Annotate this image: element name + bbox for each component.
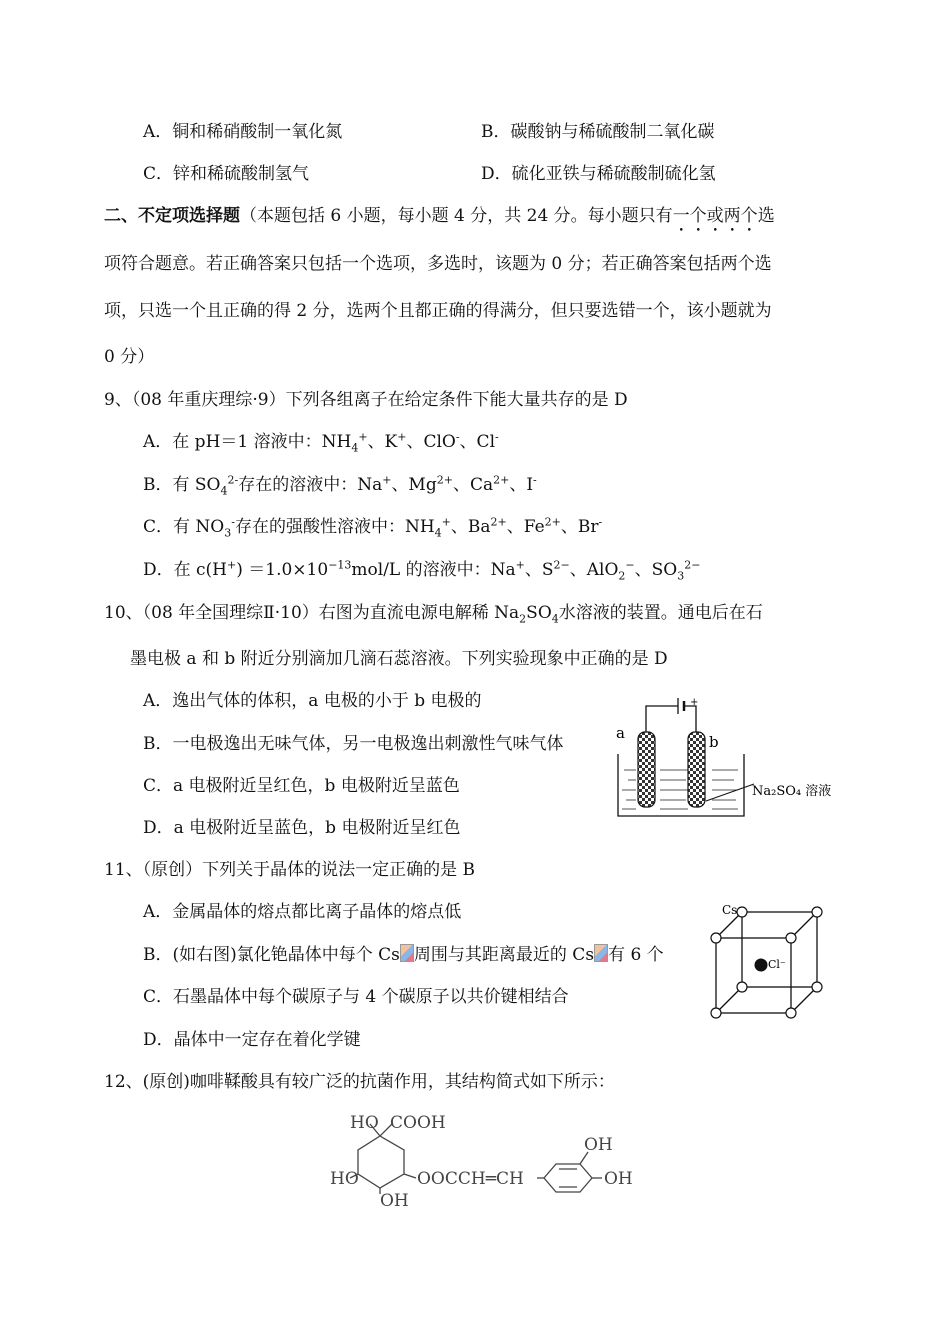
broken-image-icon <box>594 944 608 962</box>
chlorogenic-acid-structure <box>330 1106 650 1218</box>
section-text: （本题包括 6 小题，每小题 4 分，共 24 分。每小题只有 <box>240 206 673 226</box>
cl-label: Cl⁻ <box>768 958 786 971</box>
cscl-crystal-diagram <box>700 898 835 1023</box>
section-instructions-line2: 项符合题意。若正确答案只包括一个选项，多选时，该题为 0 分；若正确答案包括两个选 <box>104 254 772 274</box>
q11-stem: 11、（原创）下列关于晶体的说法一定正确的是 B <box>104 860 476 880</box>
q9-option-a: A．在 pH＝1 溶液中：$NH_4^+$、K+、ClO-、Cl- <box>143 430 499 455</box>
q9-option-c: C．有 $NO_3^-$存在的强酸性溶液中：$NH_4^+$、$Ba^{2+}$、$Fe^{2+}$、Br- <box>143 515 603 540</box>
section-instructions-line3: 项，只选一个且正确的得 2 分，选两个且都正确的得满分，但只要选错一个，该小题就为 <box>104 301 772 321</box>
q10-stem-line1: 10、（08 年全国理综Ⅱ·10）右图为直流电源电解稀 $Na_2SO_4$水溶液的装置。通电后在石 <box>104 603 763 626</box>
electrode-a-label: a <box>616 724 625 742</box>
q10-stem-part-c: 水溶液的装置。通电后在石 <box>558 603 763 623</box>
q11-option-b-part3: 有 6 个 <box>608 945 664 965</box>
q12-stem: 12、(原创)咖啡鞣酸具有较广泛的抗菌作用，其结构简式如下所示： <box>104 1072 615 1092</box>
solution-label: Na₂SO₄ 溶液 <box>752 784 832 799</box>
svg-text:+: + <box>690 697 699 708</box>
q10-option-d: D．a 电极附近呈蓝色，b 电极附近呈红色 <box>143 818 461 838</box>
q10-option-c: C．a 电极附近呈红色，b 电极附近呈蓝色 <box>143 776 460 796</box>
q11-option-d: D．晶体中一定存在着化学键 <box>143 1030 361 1050</box>
q8-option-b: B．碳酸钠与稀硫酸制二氧化碳 <box>481 122 715 142</box>
q8-option-a: A．铜和稀硝酸制一氧化氮 <box>143 122 343 142</box>
broken-image-icon <box>400 944 414 962</box>
q10-stem-part-b: SO <box>526 603 552 623</box>
q8-option-d: D．硫化亚铁与稀硫酸制硫化氢 <box>481 164 716 184</box>
q11-option-b <box>143 943 664 967</box>
q8-option-c: C．锌和稀硫酸制氢气 <box>143 164 310 184</box>
ho-left-label: HO <box>330 1169 359 1189</box>
cs-label: Cs <box>722 903 738 917</box>
electrode-b-label: b <box>709 733 719 751</box>
section-instructions-line1 <box>104 204 775 236</box>
oh-ring-top-label: OH <box>584 1135 613 1155</box>
oh-bottom-label: OH <box>380 1191 409 1211</box>
q11-option-b-part1: B．(如右图)氯化铯晶体中每个 Cs <box>143 945 400 965</box>
q9-option-d: D．在 $c(H^+) =1.0\times 10^{-13}mol/L$ 的溶液中：Na+、$S^{2-}$、AlO$_2$−、$SO_3^{2-}$ <box>143 558 701 583</box>
q11-option-a: A．金属晶体的熔点都比离子晶体的熔点低 <box>143 902 462 922</box>
section-heading: 二、不定项选择题 <box>104 206 240 226</box>
q10-stem-line2: 墨电极 a 和 b 附近分别滴加几滴石蕊溶液。下列实验现象中正确的是 D <box>130 649 668 669</box>
emphasis-text: 一个或两个 <box>672 206 758 226</box>
ho-top-label: HO <box>350 1113 379 1133</box>
cooh-label: COOH <box>390 1113 446 1133</box>
q9-option-b: B．有 $SO_4^{2-}$存在的溶液中：Na+、$Mg^{2+}$、$Ca^{2+}$、I- <box>143 473 537 498</box>
oh-ring-right-label: OH <box>604 1169 633 1189</box>
q11-option-c: C．石墨晶体中每个碳原子与 4 个碳原子以共价键相结合 <box>143 987 569 1007</box>
electrolysis-diagram <box>606 696 856 822</box>
q9-stem: 9、（08 年重庆理综·9）下列各组离子在给定条件下能大量共存的是 D <box>104 390 628 410</box>
q10-option-b: B．一电极逸出无味气体，另一电极逸出刺激性气味气体 <box>143 734 564 754</box>
section-instructions-line4: 0 分） <box>104 347 155 367</box>
ester-chain-label: OOCCH═CH <box>417 1169 524 1189</box>
q10-stem-part-a: 10、（08 年全国理综Ⅱ·10）右图为直流电源电解稀 Na <box>104 603 520 623</box>
q11-option-b-part2: 周围与其距离最近的 Cs <box>413 945 595 965</box>
section-text-end: 选 <box>757 206 775 226</box>
q10-option-a: A．逸出气体的体积，a 电极的小于 b 电极的 <box>143 691 482 711</box>
